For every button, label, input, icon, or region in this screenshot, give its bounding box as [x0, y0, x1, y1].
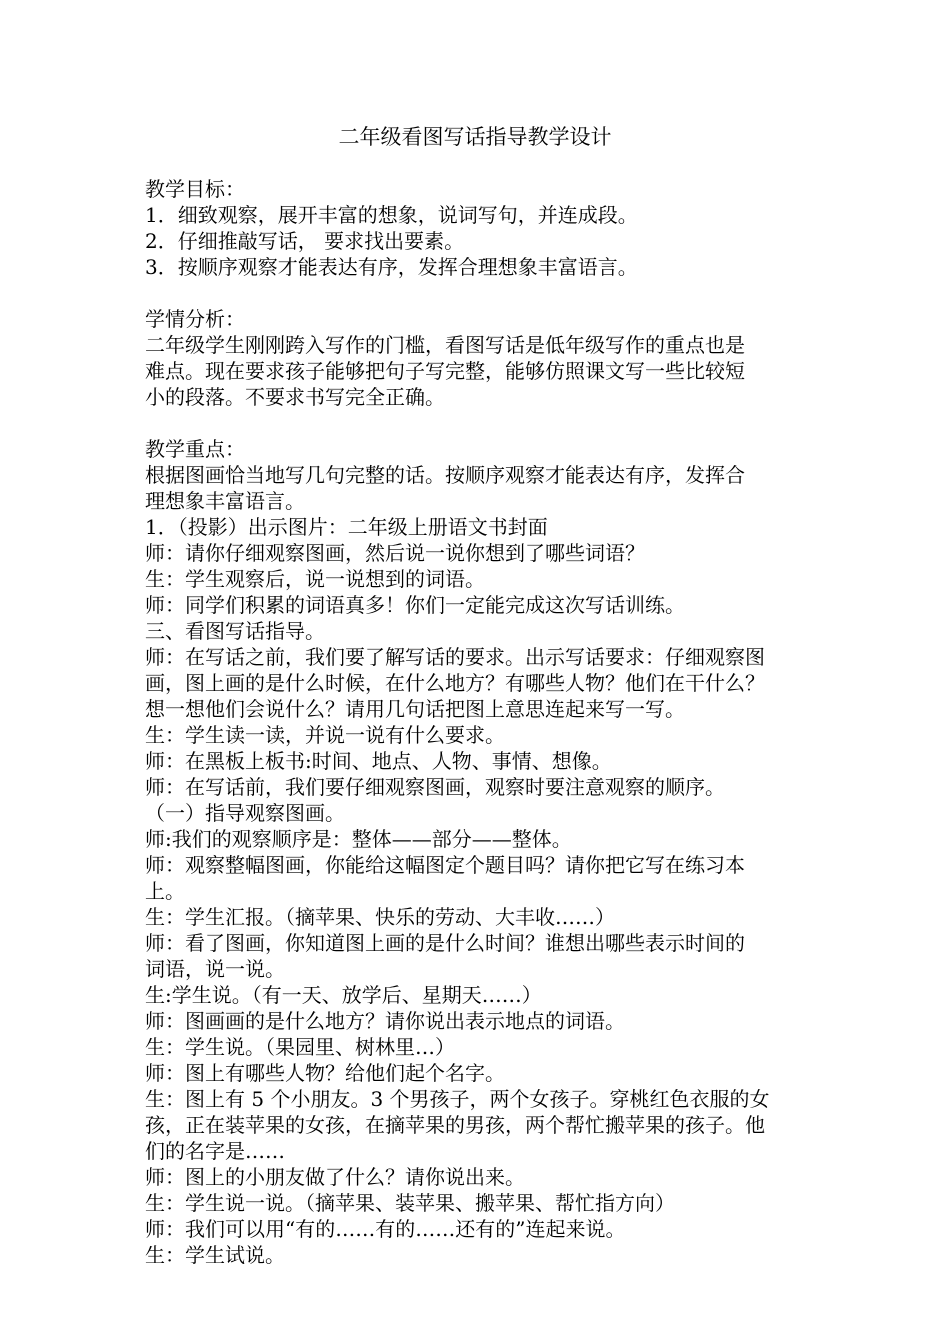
paragraph-line: 根据图画恰当地写几句完整的话。按顺序观察才能表达有序，发挥合 [145, 463, 745, 487]
paragraph-line: 生：图上有 5 个小朋友。3 个男孩子，两个女孩子。穿桃红色衣服的女 [145, 1087, 770, 1111]
paragraph-line: 师：同学们积累的词语真多！你们一定能完成这次写话训练。 [145, 593, 685, 617]
goal-item: 3．按顺序观察才能表达有序，发挥合理想象丰富语言。 [145, 255, 638, 279]
paragraph-gap [145, 410, 817, 436]
paragraph-line: 理想象丰富语言。 [145, 489, 305, 513]
goal-item: 1．细致观察，展开丰富的想象，说词写句，并连成段。 [145, 203, 638, 227]
paragraph-line: 们的名字是…… [145, 1139, 285, 1163]
paragraph-line: 师：请你仔细观察图画，然后说一说你想到了哪些词语？ [145, 541, 645, 565]
paragraph-line: 师：在写话前，我们要仔细观察图画，观察时要注意观察的顺序。 [145, 775, 725, 799]
paragraph-gap [145, 280, 817, 306]
section-teaching-goals [145, 176, 817, 280]
section-heading: 学情分析： [145, 307, 245, 331]
goal-item: 2．仔细推敲写话， 要求找出要素。 [145, 229, 465, 253]
paragraph-line: （一）指导观察图画。 [145, 801, 345, 825]
paragraph-line: 师：我们可以用“有的……有的……还有的”连起来说。 [145, 1217, 626, 1241]
paragraph-line: 生：学生汇报。（摘苹果、快乐的劳动、大丰收……） [145, 905, 615, 929]
paragraph-line: 师:我们的观察顺序是：整体——部分——整体。 [145, 827, 572, 851]
section-teaching-focus [145, 436, 817, 1268]
paragraph-line: 画，图上画的是什么时候，在什么地方？有哪些人物？他们在干什么？ [145, 671, 765, 695]
section-heading: 教学目标： [145, 177, 245, 201]
paragraph-line: 难点。现在要求孩子能够把句子写完整，能够仿照课文写一些比较短 [145, 359, 745, 383]
paragraph-line: 师：图画画的是什么地方？请你说出表示地点的词语。 [145, 1009, 625, 1033]
paragraph-line: 生：学生说一说。（摘苹果、装苹果、搬苹果、帮忙指方向） [145, 1191, 675, 1215]
paragraph-line: 想一想他们会说什么？请用几句话把图上意思连起来写一写。 [145, 697, 685, 721]
paragraph-line: 上。 [145, 879, 185, 903]
paragraph-line: 生:学生说。（有一天、放学后、星期天……） [145, 983, 542, 1007]
paragraph-line: 师：在黑板上板书:时间、地点、人物、事情、想像。 [145, 749, 612, 773]
paragraph-line: 1．（投影）出示图片：二年级上册语文书封面 [145, 515, 548, 539]
paragraph-line: 师：图上的小朋友做了什么？请你说出来。 [145, 1165, 525, 1189]
paragraph-line: 师：观察整幅图画，你能给这幅图定个题目吗？请你把它写在练习本 [145, 853, 745, 877]
section-student-analysis [145, 306, 817, 410]
paragraph-line: 三、看图写话指导。 [145, 619, 325, 643]
document-title: 二年级看图写话指导教学设计 [338, 125, 612, 149]
paragraph-line: 二年级学生刚刚跨入写作的门槛，看图写话是低年级写作的重点也是 [145, 333, 745, 357]
paragraph-line: 生：学生说。（果园里、树林里…） [145, 1035, 455, 1059]
paragraph-line: 师：在写话之前，我们要了解写话的要求。出示写话要求：仔细观察图 [145, 645, 765, 669]
paragraph-line: 生：学生读一读，并说一说有什么要求。 [145, 723, 505, 747]
section-heading: 教学重点： [145, 437, 245, 461]
paragraph-line: 师：看了图画，你知道图上画的是什么时间？谁想出哪些表示时间的 [145, 931, 745, 955]
paragraph-line: 生：学生观察后，说一说想到的词语。 [145, 567, 485, 591]
paragraph-line: 词语，说一说。 [145, 957, 285, 981]
paragraph-line: 师：图上有哪些人物？给他们起个名字。 [145, 1061, 505, 1085]
paragraph-line: 生：学生试说。 [145, 1243, 285, 1267]
paragraph-line: 小的段落。不要求书写完全正确。 [145, 385, 445, 409]
paragraph-line: 孩，正在装苹果的女孩，在摘苹果的男孩，两个帮忙搬苹果的孩子。他 [145, 1113, 765, 1137]
document-body [145, 176, 817, 1268]
